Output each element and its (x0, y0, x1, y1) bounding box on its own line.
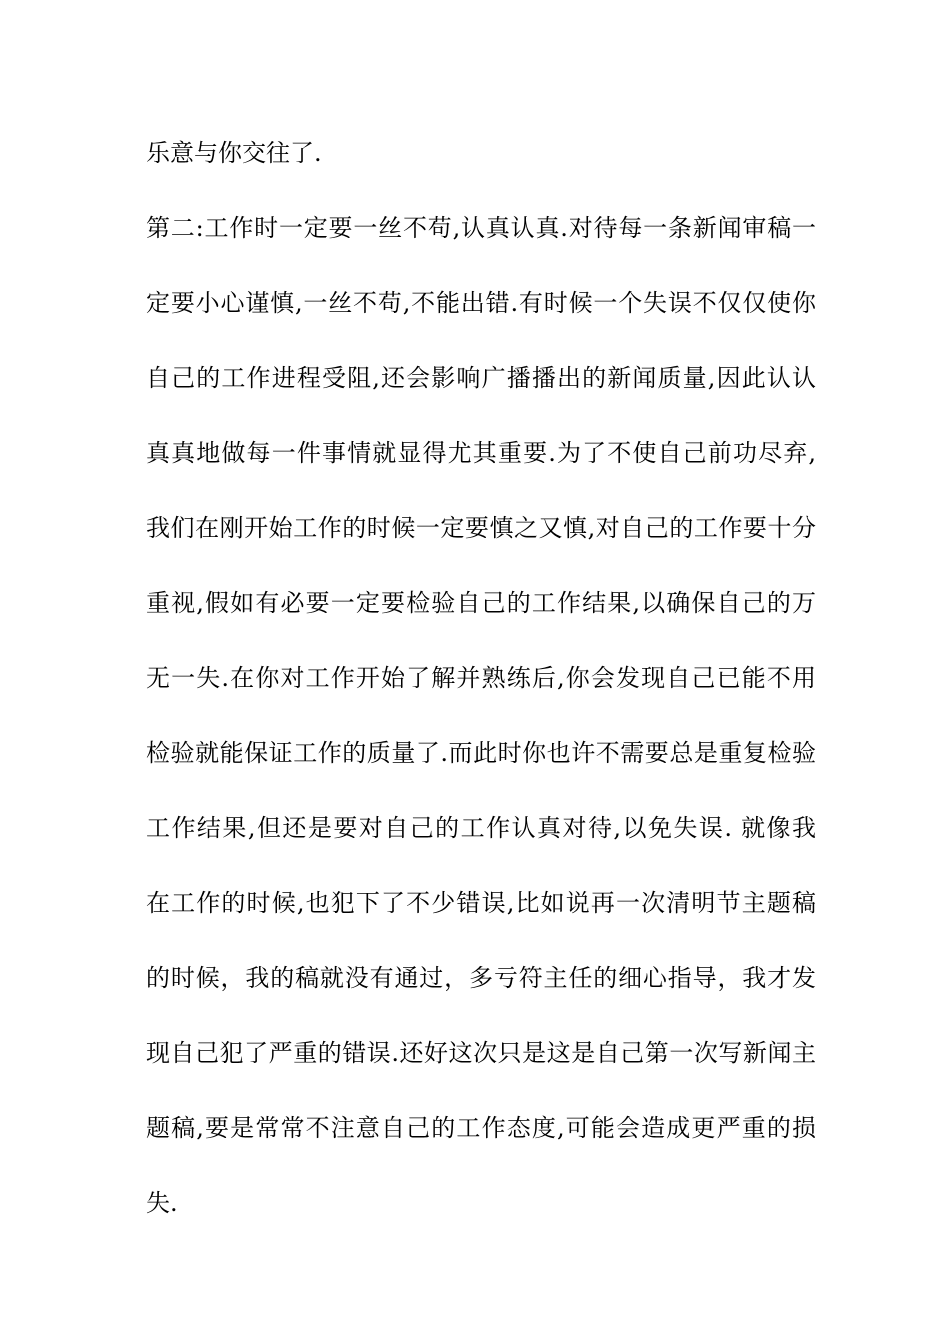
paragraph-line: 在工作的时候,也犯下了不少错误,比如说再一次清明节主题稿 (146, 889, 816, 917)
paragraph-line: 乐意与你交往了. (146, 139, 322, 167)
paragraph-line: 题稿,要是常常不注意自己的工作态度,可能会造成更严重的损 (146, 1114, 816, 1142)
paragraph-line: 重视,假如有必要一定要检验自己的工作结果,以确保自己的万 (146, 589, 816, 617)
paragraph-line: 无一失.在你对工作开始了解并熟练后,你会发现自己已能不用 (146, 664, 816, 692)
paragraph-line: 工作结果,但还是要对自己的工作认真对待,以免失误. 就像我 (146, 814, 816, 842)
paragraph-line: 我们在刚开始工作的时候一定要慎之又慎,对自己的工作要十分 (146, 514, 816, 542)
paragraph-line: 的时候，我的稿就没有通过，多亏符主任的细心指导，我才发 (146, 964, 816, 992)
paragraph-line: 真真地做每一件事情就显得尤其重要.为了不使自己前功尽弃, (146, 439, 816, 467)
paragraph-line: 自己的工作进程受阻,还会影响广播播出的新闻质量,因此认认 (146, 364, 816, 392)
paragraph-line: 现自己犯了严重的错误.还好这次只是这是自己第一次写新闻主 (146, 1039, 816, 1067)
paragraph-line: 检验就能保证工作的质量了.而此时你也许不需要总是重复检验 (146, 739, 816, 767)
paragraph-line: 定要小心谨慎,一丝不苟,不能出错.有时候一个失误不仅仅使你 (146, 289, 816, 317)
paragraph-line: 失. (146, 1189, 178, 1217)
paragraph-line: 第二:工作时一定要一丝不苟,认真认真.对待每一条新闻审稿一 (146, 214, 816, 242)
